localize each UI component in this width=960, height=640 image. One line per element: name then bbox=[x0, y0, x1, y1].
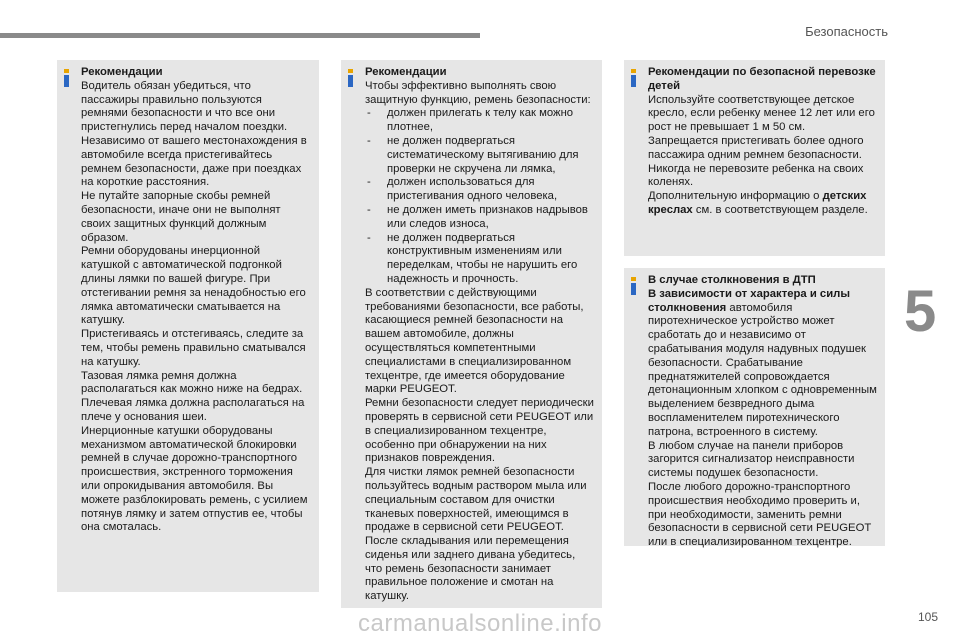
list-item: - не должен иметь признаков надрывов или следов износа, bbox=[365, 204, 594, 232]
box-title: Рекомендации по безопасной перевозке детей bbox=[648, 66, 876, 92]
watermark: carmanualsonline.info bbox=[358, 610, 602, 637]
paragraph: Чтобы эффективно выполнять свою защитную функцию, ремень безопасности: bbox=[365, 79, 591, 106]
collision-subtitle: В зависимости от характера и силы столкновения bbox=[648, 287, 850, 314]
paragraph: Запрещается пристегивать более одного пассажира одним ремнем безопасности. bbox=[648, 134, 864, 161]
paragraph bbox=[648, 288, 877, 440]
requirements-list bbox=[365, 107, 594, 286]
child-seats-reference: детских креслах bbox=[648, 190, 867, 216]
paragraph: Никогда не перевозите ребенка на своих коленях. bbox=[648, 162, 864, 189]
paragraph: Пристегиваясь и отстегиваясь, следите за тем, чтобы ремень правильно сматывался на катушку. bbox=[81, 328, 306, 368]
info-marker-icon bbox=[631, 69, 636, 89]
list-item: - должен прилегать к телу как можно плотнее, bbox=[365, 107, 594, 135]
list-item: - не должен подвергаться конструктивным изменениям или переделкам, чтобы не нарушить его надежность и прочность. bbox=[365, 232, 594, 287]
paragraph: После любого дорожно-транспортного происшествия необходимо проверить и, при необходимости, заменить ремни безопасности в сервисной сети PEUGEOT или в специализированном техцентре. bbox=[648, 480, 872, 549]
more-info-text: см. в соответствующем разделе. bbox=[692, 203, 868, 216]
paragraph: Водитель обязан убедиться, что пассажиры правильно пользуются ремнями безопасности и что все они пристегнулись перед началом поездки. bbox=[81, 79, 288, 134]
paragraph: Не путайте запорные скобы ремней безопасности, иначе они не выполнят своих защитных функций должным образом. bbox=[81, 190, 281, 244]
paragraph: Используйте соответствующее детское кресло, если ребенку менее 12 лет или его рост не превышает 1 м 50 см. bbox=[648, 93, 875, 134]
paragraph bbox=[648, 190, 877, 218]
recommendations-box-2 bbox=[341, 60, 602, 608]
info-marker-icon bbox=[348, 69, 353, 89]
chapter-number: 5 bbox=[904, 279, 937, 344]
paragraph: Тазовая лямка ремня должна располагаться как можно ниже на бедрах. bbox=[81, 369, 303, 396]
paragraph: В любом случае на панели приборов загорится сигнализатор неисправности системы подушек безопасности. bbox=[648, 439, 855, 480]
paragraph: Ремни оборудованы инерционной катушкой с автоматической подгонкой длины лямки по вашей фигуре. При отстегивании ремня за ненадобностью его лямка автоматически сматывается на катушку. bbox=[81, 245, 306, 327]
paragraph: Плечевая лямка должна располагаться на плече у основания шеи. bbox=[81, 397, 305, 423]
child-safety-box bbox=[624, 60, 885, 256]
list-item: - не должен подвергаться систематическому вытягиванию для проверки не скручена ли лямка, bbox=[365, 135, 594, 176]
top-rule bbox=[0, 33, 480, 38]
box-title: Рекомендации bbox=[365, 66, 447, 78]
more-info-text: Дополнительную информацию о bbox=[648, 190, 823, 203]
recommendations-box-1 bbox=[57, 60, 319, 592]
box-title: Рекомендации bbox=[81, 66, 163, 78]
paragraph: После складывания или перемещения сиденья или заднего дивана убедитесь, что ремень безопасности занимает правильное положение и смотан на катушку. bbox=[365, 535, 576, 603]
info-marker-icon bbox=[64, 69, 69, 89]
list-item: - должен использоваться для пристегивания одного человека, bbox=[365, 176, 594, 204]
paragraph: Ремни безопасности следует периодически проверять в сервисной сети PEUGEOT или в специализированном техцентре, особенно при обнаружении на них признаков повреждения. bbox=[365, 397, 594, 465]
collision-box bbox=[624, 268, 885, 549]
collision-text: автомобиля пиротехническое устройство может сработать до и независимо от срабатывания модуля надувных подушек безопасности. Срабатывание преднатяжителей сопровождается детонационным хлопком с одновременным выделением безвредного дыма воспламенителем пиротехнического патрона, встроенного в систему. bbox=[648, 301, 877, 438]
paragraph: Инерционные катушки оборудованы механизмом автоматической блокировки ремней в случае дорожно-транспортного происшествия, экстренного торможения или опрокидывания автомобиля. Вы можете разблокировать ремень, с усилием потянув лямку и затем отпустив ее, чтобы она смоталась. bbox=[81, 424, 308, 534]
section-title: Безопасность bbox=[805, 24, 888, 39]
page-number: 105 bbox=[917, 610, 938, 624]
info-marker-icon bbox=[631, 277, 636, 297]
paragraph: В соответствии с действующими требованиями безопасности, все работы, касающиеся ремней безопасности на вашем автомобиле, должны осуществляться компетентными специалистами в специализированном техцентре, где имеется оборудование марки PEUGEOT. bbox=[365, 286, 584, 396]
box-title: В случае столкновения в ДТП bbox=[648, 274, 816, 286]
paragraph: Независимо от вашего местонахождения в автомобиле всегда пристегивайтесь ремнем безопасности, даже при поездках на короткие расстояния. bbox=[81, 134, 307, 189]
paragraph: Для чистки лямок ремней безопасности пользуйтесь водным раствором мыла или специальным составом для очистки тканевых поверхностей, имеющимся в продаже в сервисной сети PEUGEOT. bbox=[365, 466, 587, 534]
